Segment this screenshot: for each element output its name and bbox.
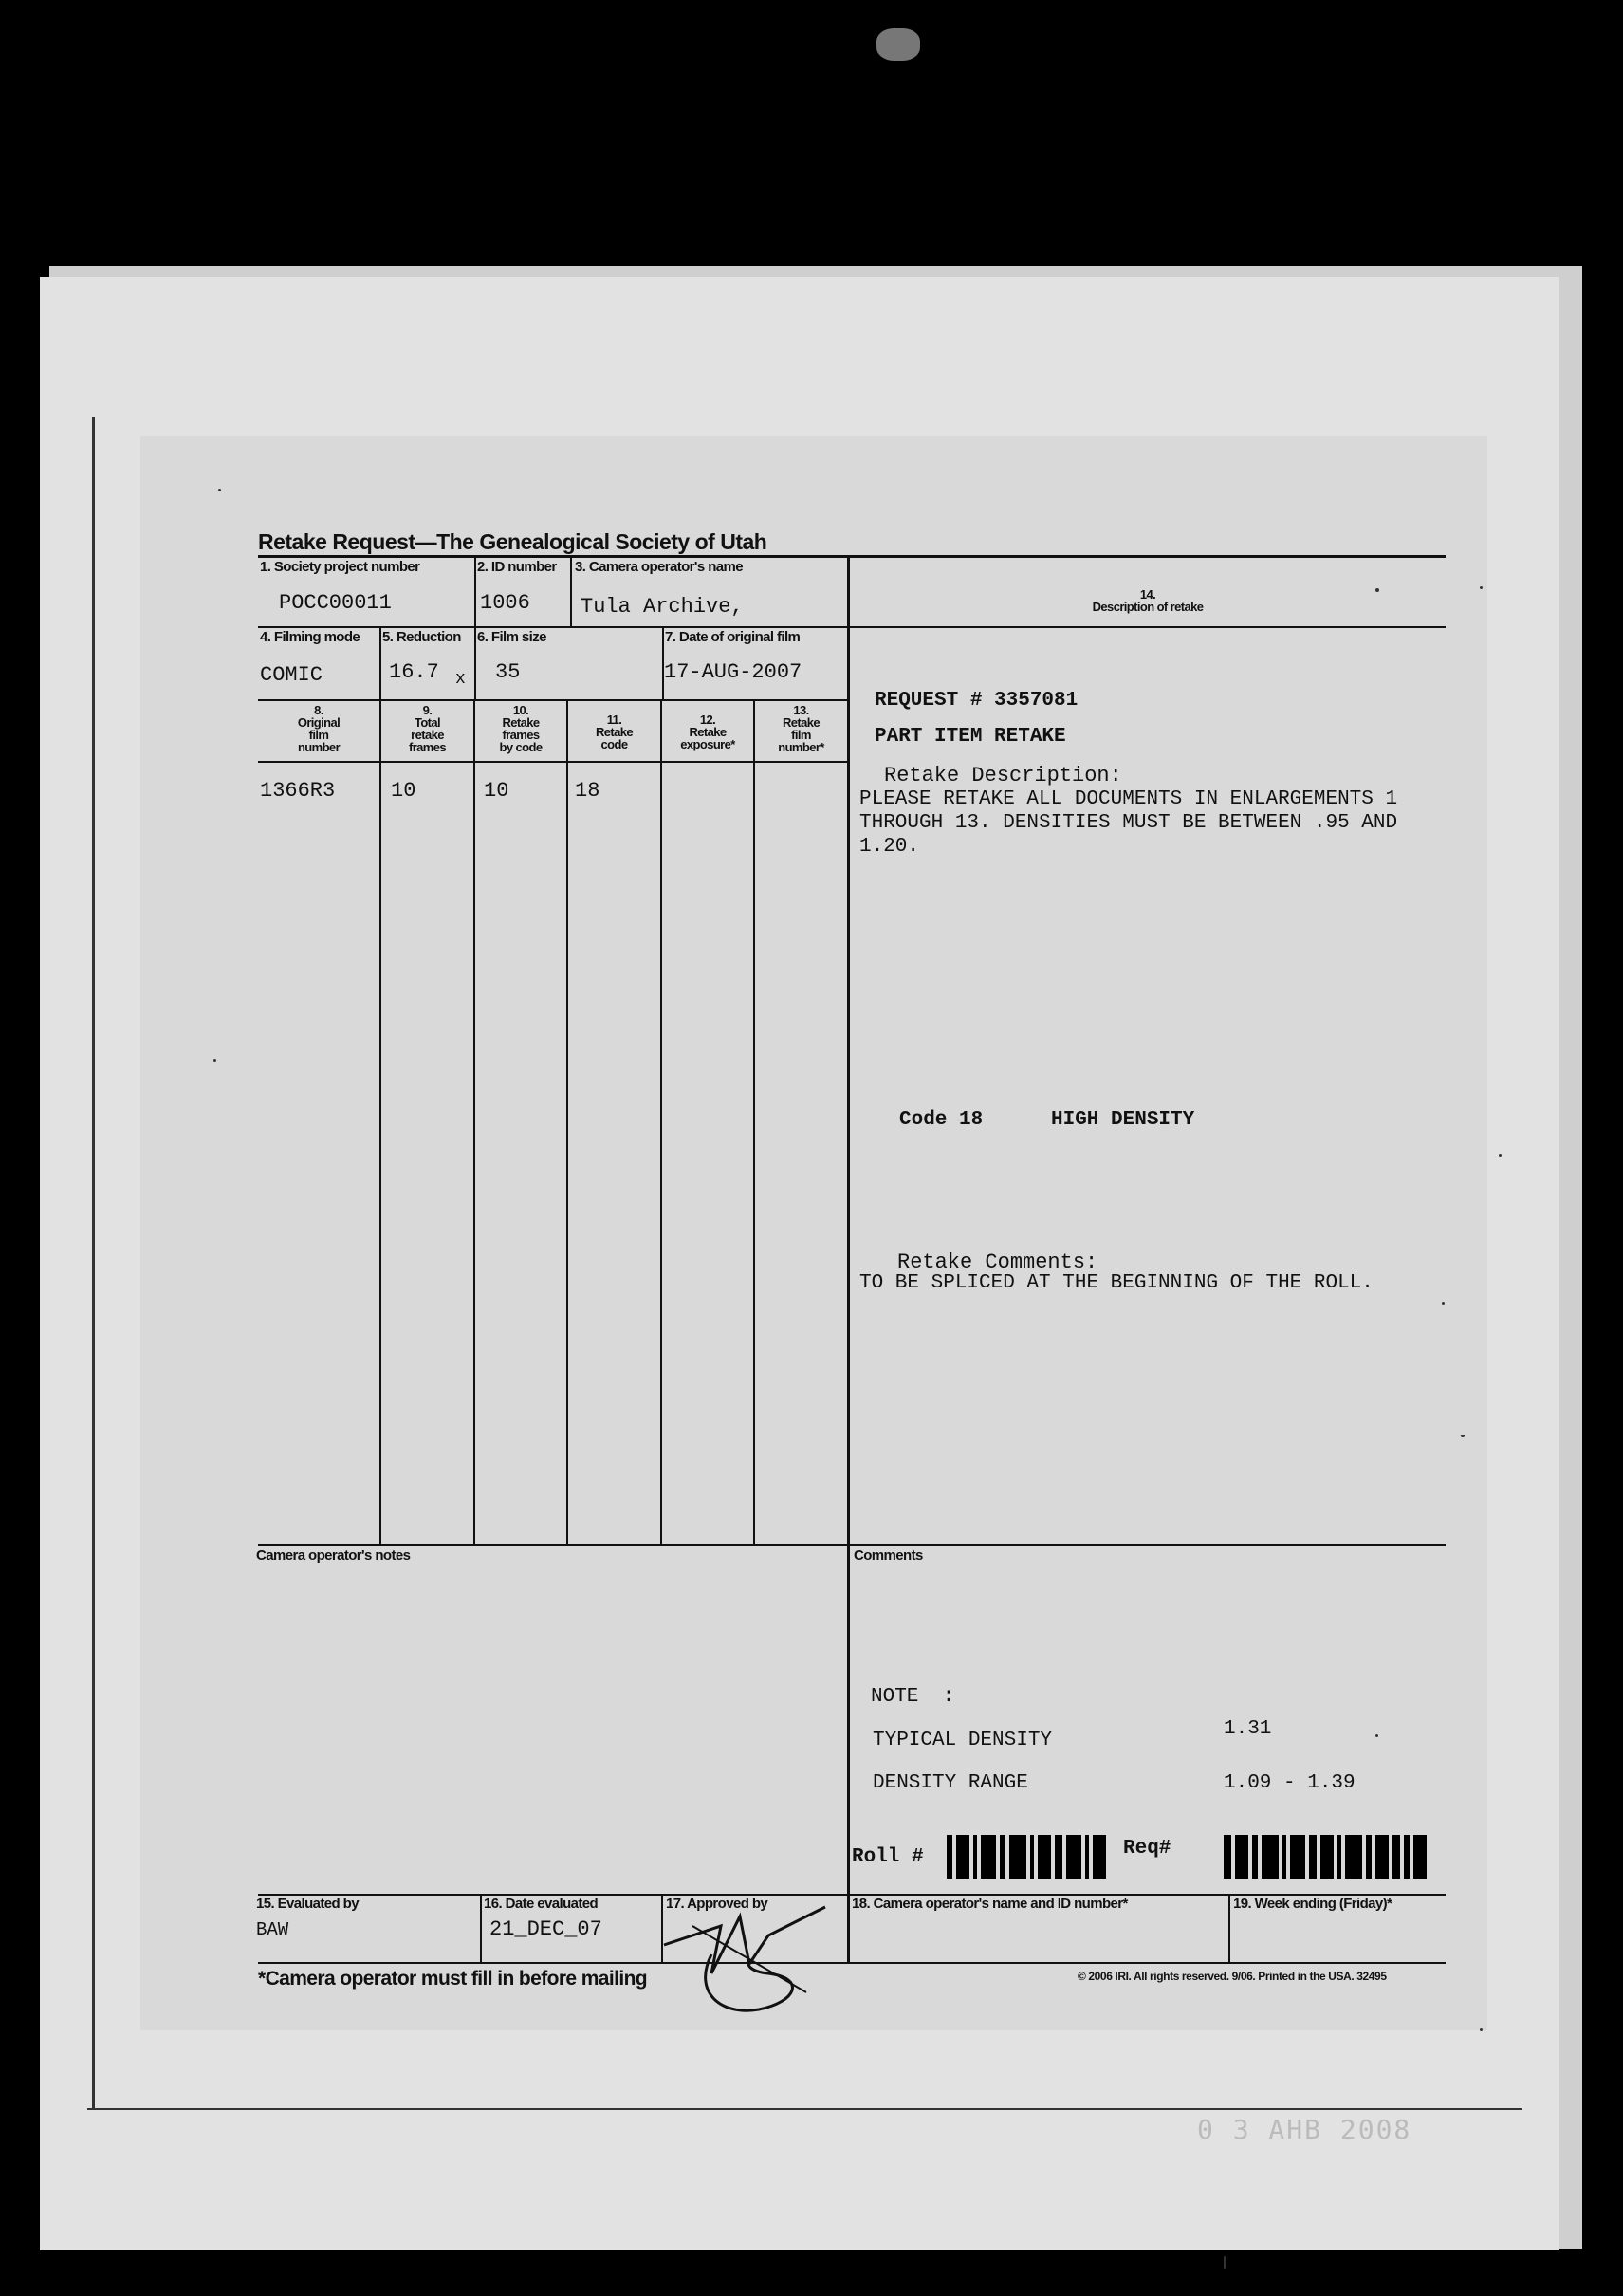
label-camera-operator-notes: Camera operator's notes	[256, 1547, 411, 1564]
label-retake-exposure: 12. Retake exposure*	[680, 713, 735, 751]
label-evaluated-by: 15. Evaluated by	[256, 1896, 359, 1912]
scan-speck	[218, 489, 221, 491]
table-bottom-rule	[258, 1544, 1446, 1546]
retake-comments-label: Retake Comments:	[897, 1250, 1098, 1274]
col-divider-13	[753, 699, 755, 1544]
roll-label: Roll #	[852, 1846, 924, 1868]
code-label: Code 18	[899, 1109, 984, 1131]
scan-speck	[1461, 1435, 1465, 1437]
row1-rule	[258, 626, 1446, 628]
label-film-size: 6. Film size	[477, 629, 546, 645]
scan-smudge	[876, 28, 920, 61]
row1-divider-b	[570, 557, 572, 626]
approval-signature	[655, 1888, 844, 2021]
footer-rule	[258, 1962, 1446, 1964]
value-reduction-x: x	[455, 670, 466, 689]
label-date-of-original-film: 7. Date of original film	[665, 629, 801, 645]
scan-speck	[1442, 1302, 1445, 1305]
scan-speck	[1375, 588, 1379, 592]
request-number-line: REQUEST # 3357081	[875, 690, 1079, 712]
part-item-retake-line: PART ITEM RETAKE	[875, 726, 1066, 748]
code-meaning: HIGH DENSITY	[1051, 1109, 1195, 1131]
col-divider-12	[660, 699, 662, 1544]
footer-divider-c	[1228, 1894, 1230, 1962]
value-id-number: 1006	[480, 591, 530, 615]
label-society-project-number: 1. Society project number	[260, 559, 420, 575]
label-filming-mode: 4. Filming mode	[260, 629, 360, 645]
value-evaluated-by: BAW	[256, 1919, 289, 1940]
retake-description-text: PLEASE RETAKE ALL DOCUMENTS IN ENLARGEMENTS 1 THROUGH 13. DENSITIES MUST BE BETWEEN .95 AND 1.20.	[859, 788, 1398, 858]
typical-density-label: TYPICAL DENSITY	[873, 1730, 1053, 1751]
form-title: Retake Request—The Genealogical Society of Utah	[258, 529, 767, 554]
scan-speck	[1375, 1734, 1378, 1737]
title-rule	[258, 555, 1446, 558]
density-range-value: 1.09 - 1.39	[1224, 1772, 1356, 1794]
value-retake-frames-by-code: 10	[484, 779, 509, 803]
label-original-film-number: 8. Original film number	[297, 703, 341, 754]
value-reduction: 16.7	[389, 660, 439, 684]
label-approved-by: 17. Approved by	[666, 1896, 768, 1912]
row2-rule	[258, 699, 848, 701]
scan-speck	[1480, 586, 1483, 589]
label-description-of-retake: 14. Description of retake	[1092, 587, 1204, 614]
value-film-size: 35	[495, 660, 521, 684]
density-range-label: DENSITY RANGE	[873, 1772, 1028, 1794]
label-retake-frames-by-code: 10. Retake frames by code	[499, 703, 543, 754]
value-project-number: POCC00011	[279, 591, 392, 615]
value-original-film-number: 1366R3	[260, 779, 336, 803]
retake-description-label: Retake Description:	[884, 764, 1122, 787]
value-date-evaluated: 21_DEC_07	[489, 1917, 602, 1941]
label-date-evaluated: 16. Date evaluated	[484, 1896, 599, 1912]
scan-speck	[213, 1059, 216, 1062]
label-reduction: 5. Reduction	[382, 629, 461, 645]
center-divider	[847, 557, 850, 1964]
row1-divider-a	[474, 557, 476, 699]
scan-speck	[1480, 2028, 1483, 2031]
col-divider-9	[379, 699, 381, 1544]
label-camera-operator-id: 18. Camera operator's name and ID number*	[852, 1896, 1128, 1912]
footer-divider-a	[480, 1894, 482, 1962]
note-label: NOTE :	[871, 1686, 955, 1708]
label-total-retake-frames: 9. Total retake frames	[408, 703, 447, 754]
value-filming-mode: COMIC	[260, 663, 323, 687]
req-barcode	[1224, 1835, 1427, 1879]
film-edge-bottom-line	[87, 2108, 1522, 2110]
label-camera-operator-name: 3. Camera operator's name	[575, 559, 743, 575]
copyright-line: © 2006 IRI. All rights reserved. 9/06. Printed in the USA. 32495	[1078, 1970, 1387, 1983]
retake-comments-text: TO BE SPLICED AT THE BEGINNING OF THE ROLL.	[859, 1272, 1374, 1294]
scan-speck	[1499, 1154, 1502, 1157]
row2-divider-a	[379, 626, 381, 699]
col-divider-11	[566, 699, 568, 1544]
label-week-ending: 19. Week ending (Friday)*	[1233, 1896, 1392, 1912]
film-edge-line	[92, 417, 95, 2108]
typical-density-value: 1.31	[1224, 1718, 1272, 1740]
received-date-stamp: 0 3 AHB 2008	[1197, 2114, 1412, 2145]
req-label: Req#	[1123, 1838, 1171, 1860]
label-comments: Comments	[854, 1547, 923, 1564]
header-rule	[258, 761, 848, 763]
value-operator-name: Tula Archive,	[581, 595, 744, 619]
footer-instruction: *Camera operator must fill in before mailing	[258, 1968, 648, 1990]
label-id-number: 2. ID number	[477, 559, 557, 575]
label-retake-film-number: 13. Retake film number*	[778, 703, 824, 754]
label-retake-code: 11. Retake code	[595, 713, 634, 751]
roll-barcode	[947, 1835, 1106, 1879]
col-divider-10	[473, 699, 475, 1544]
scan-speck	[1224, 2256, 1226, 2269]
value-retake-code: 18	[575, 779, 600, 803]
value-original-date: 17-AUG-2007	[664, 660, 802, 684]
value-total-retake-frames: 10	[391, 779, 416, 803]
